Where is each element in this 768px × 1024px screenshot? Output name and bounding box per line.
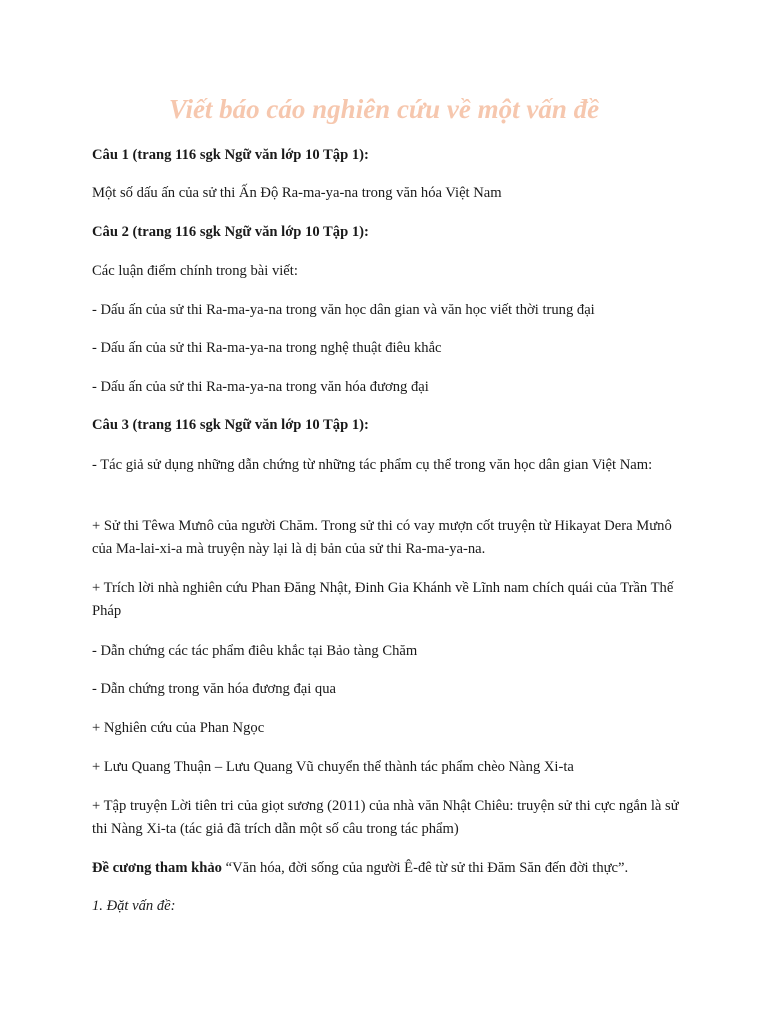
question-3-item: + Nghiên cứu của Phan Ngọc <box>92 720 265 736</box>
section-1-heading: 1. Đặt vấn đề: <box>92 898 176 914</box>
question-3-item: - Tác giả sử dụng những dẫn chứng từ những tác phẩm cụ thể trong văn học dân gian Việt Nam: <box>92 457 653 473</box>
question-3-item: + Tập truyện Lời tiên tri của giọt sương (2011) của nhà văn Nhật Chiêu: truyện sử thi cực ngắn là sử thi Nàng Xi-ta (tác giả đã trích dẫn một số câu trong tác phẩm) <box>92 798 679 837</box>
question-3-item: - Dẫn chứng trong văn hóa đương đại qua <box>92 681 337 697</box>
reference-outline-label: Đề cương tham khảo <box>92 860 222 876</box>
question-2-heading: Câu 2 (trang 116 sgk Ngữ văn lớp 10 Tập 1): <box>92 224 369 240</box>
question-2-intro: Các luận điểm chính trong bài viết: <box>92 263 298 279</box>
reference-outline <box>92 857 682 880</box>
question-3-heading: Câu 3 (trang 116 sgk Ngữ văn lớp 10 Tập 1): <box>92 417 369 433</box>
question-2-point: - Dấu ấn của sử thi Ra-ma-ya-na trong nghệ thuật điêu khắc <box>92 340 442 356</box>
question-2-point: - Dấu ấn của sử thi Ra-ma-ya-na trong văn học dân gian và văn học viết thời trung đại <box>92 302 595 318</box>
question-3-item: + Sử thi Têwa Mưnô của người Chăm. Trong sử thi có vay mượn cốt truyện từ Hikayat Dera Mưnô của Ma-lai-xi-a mà truyện này lại là dị bản của sử thi Ra-ma-ya-na. <box>92 518 672 557</box>
question-3-item: + Lưu Quang Thuận – Lưu Quang Vũ chuyển thể thành tác phẩm chèo Nàng Xi-ta <box>92 759 574 775</box>
question-1-answer: Một số dấu ấn của sử thi Ấn Độ Ra-ma-ya-na trong văn hóa Việt Nam <box>92 185 502 201</box>
question-3-item: + Trích lời nhà nghiên cứu Phan Đăng Nhật, Đinh Gia Khánh về Lĩnh nam chích quái của Trần Thế Pháp <box>92 580 674 619</box>
reference-outline-text: “Văn hóa, đời sống của người Ê-đê từ sử thi Đăm Săn đến đời thực”. <box>221 860 629 876</box>
question-3-item: - Dẫn chứng các tác phẩm điêu khắc tại Bảo tàng Chăm <box>92 643 418 659</box>
page-title: Viết báo cáo nghiên cứu về một vấn đề <box>168 94 600 124</box>
question-2-point: - Dấu ấn của sử thi Ra-ma-ya-na trong văn hóa đương đại <box>92 379 429 395</box>
question-1-heading: Câu 1 (trang 116 sgk Ngữ văn lớp 10 Tập 1): <box>92 147 369 163</box>
